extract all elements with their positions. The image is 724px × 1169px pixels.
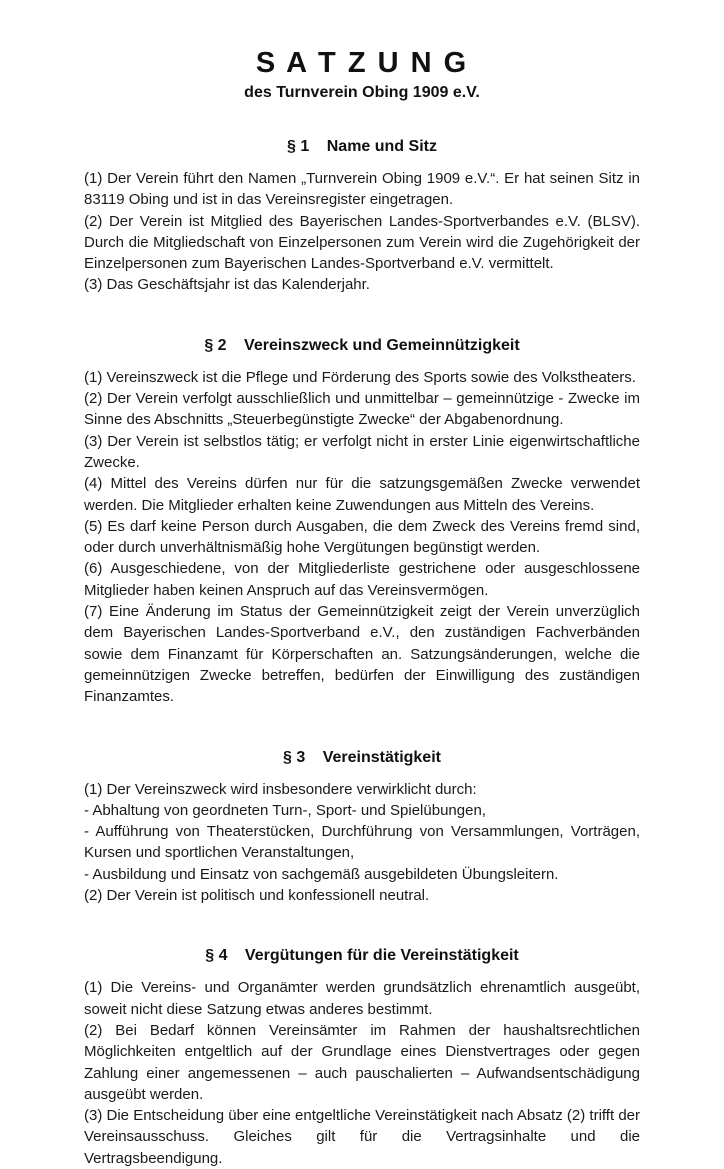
section-1-name-und-sitz <box>84 137 640 296</box>
paragraph: (3) Das Geschäftsjahr ist das Kalenderjahr. <box>84 276 370 294</box>
paragraph: (2) Bei Bedarf können Vereinsämter im Rahmen der haushaltsrechtlichen Möglichkeiten entgeltlich auf der Grundlage eines Dienstvertrages oder gegen Zahlung einer angemessenen – auch pauschalierten – Aufwandsentschädigung ausgeübt werden. <box>84 1021 640 1103</box>
paragraph: (2) Der Verein ist Mitglied des Bayerischen Landes-Sportverbandes e.V. (BLSV). Durch die Mitgliedschaft von Einzelpersonen zum Verein wird die Zugehörigkeit der Einzelpersonen zum Bayerischen Landes-Sportverband e.V. vermittelt. <box>84 212 640 273</box>
section-heading <box>84 137 640 157</box>
section-heading <box>84 748 640 768</box>
list-item: - Aufführung von Theaterstücken, Durchführung von Versammlungen, Vorträgen, Kursen und sportlichen Veranstaltungen, <box>84 823 640 862</box>
paragraph: (4) Mittel des Vereins dürfen nur für die satzungsgemäßen Zwecke verwendet werden. Die Mitglieder erhalten keine Zuwendungen aus Mitteln des Vereins. <box>84 475 640 514</box>
section-number: § 3 <box>283 748 306 766</box>
paragraph: (2) Der Verein verfolgt ausschließlich und unmittelbar – gemeinnützige - Zwecke im Sinne des Abschnitts „Steuerbegünstigte Zwecke“ der Abgabenordnung. <box>84 390 640 429</box>
paragraph: (7) Eine Änderung im Status der Gemeinnützigkeit zeigt der Verein unverzüglich dem Bayerischen Landes-Sportverband e.V., den zuständigen Fachverbänden sowie dem Finanzamt für Körperschaften an. Satzungsänderungen, welche die gemeinnützigen Zwecke betreffen, bedürfen der Einwilligung des zuständigen Finanzamtes. <box>84 603 640 706</box>
section-2-vereinszweck <box>84 336 640 708</box>
paragraph: (6) Ausgeschiedene, von der Mitgliederliste gestrichene oder ausgeschlossene Mitglieder haben keinen Anspruch auf das Vereinsvermögen. <box>84 560 640 599</box>
section-number: § 2 <box>204 336 227 354</box>
list-item: - Abhaltung von geordneten Turn-, Sport- und Spielübungen, <box>84 801 486 819</box>
section-heading <box>84 946 640 966</box>
section-heading <box>84 336 640 356</box>
paragraph: (1) Vereinszweck ist die Pflege und Förderung des Sports sowie des Volkstheaters. <box>84 368 636 386</box>
paragraph: (1) Der Verein führt den Namen „Turnverein Obing 1909 e.V.“. Er hat seinen Sitz in 83119 Obing und ist in das Vereinsregister eingetragen. <box>84 170 640 209</box>
section-title: Vereinszweck und Gemeinnützigkeit <box>244 336 520 354</box>
paragraph: (2) Der Verein ist politisch und konfessionell neutral. <box>84 887 430 905</box>
section-title: Vergütungen für die Vereinstätigkeit <box>244 947 519 965</box>
paragraph: (1) Die Vereins- und Organämter werden grundsätzlich ehrenamtlich ausgeübt, soweit nicht diese Satzung etwas anderes bestimmt. <box>84 979 640 1018</box>
section-number: § 1 <box>287 138 310 155</box>
section-title: Vereinstätigkeit <box>322 748 441 766</box>
document-title: S A T Z U N G <box>255 47 469 79</box>
paragraph: (3) Der Verein ist selbstlos tätig; er verfolgt nicht in erster Linie eigenwirtschaftliche Zwecke. <box>84 432 640 471</box>
document-subtitle: des Turnverein Obing 1909 e.V. <box>244 84 480 101</box>
section-number: § 4 <box>205 947 228 965</box>
paragraph: (5) Es darf keine Person durch Ausgaben, die dem Zweck des Vereins fremd sind, oder durch unverhältnismäßig hohe Vergütungen begünstigt werden. <box>84 517 640 557</box>
section-4-verguetungen <box>84 946 640 1169</box>
paragraph: (1) Der Vereinszweck wird insbesondere verwirklicht durch: <box>84 780 477 798</box>
section-title: Name und Sitz <box>326 138 437 155</box>
list-item: - Ausbildung und Einsatz von sachgemäß ausgebildeten Übungsleitern. <box>84 865 559 883</box>
paragraph: (3) Die Entscheidung über eine entgeltliche Vereinstätigkeit nach Absatz (2) trifft der Vereinsausschuss. Gleiches gilt für die Vertragsinhalte und die Vertragsbeendigung. <box>84 1107 640 1167</box>
section-3-vereinstaetigkeit <box>84 748 640 907</box>
